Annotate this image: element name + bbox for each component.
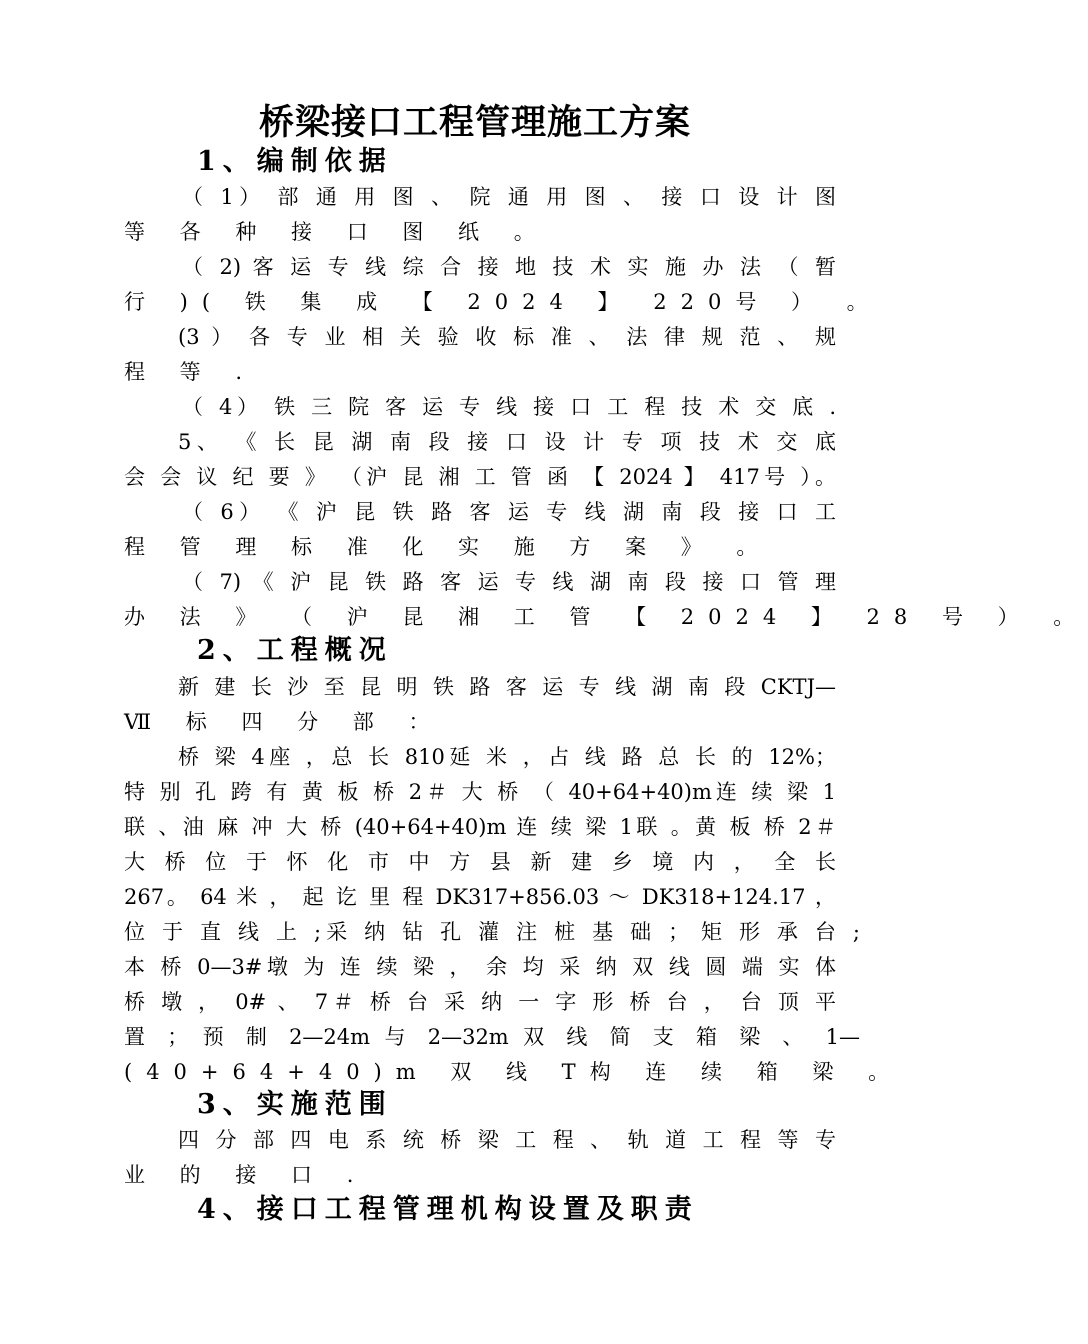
section-heading-overview: 2、工程概况 (197, 635, 393, 666)
paragraph-line: 新 建 长 沙 至 昆 明 铁 路 客 运 专 线 湖 南 段 CKTJ— (178, 675, 836, 699)
paragraph-line: (3 ） 各 专 业 相 关 验 收 标 准 、 法 律 规 范 、 规 (178, 325, 836, 349)
paragraph-line: （ 2) 客 运 专 线 综 合 接 地 技 术 实 施 办 法 （ 暂 (182, 255, 836, 279)
section-heading-basis: 1、编制依据 (197, 146, 393, 177)
paragraph-line: 业 的 接 口 . (124, 1163, 368, 1187)
paragraph-line: (40+64+40)m 双 线 T构 连 续 箱 梁 。 (124, 1060, 904, 1084)
paragraph-line: 程 管 理 标 准 化 实 施 方 案 》 。 (124, 535, 772, 559)
paragraph-line: 特 别 孔 跨 有 黄 板 桥 2＃ 大 桥 （ 40+64+40)m连 续 梁 1 (124, 780, 836, 804)
paragraph-line: 程 等 . (124, 360, 257, 384)
paragraph-line: （ 6） 《 沪 昆 铁 路 客 运 专 线 湖 南 段 接 口 工 (182, 500, 836, 524)
section-heading-scope: 3、实施范围 (197, 1089, 393, 1120)
paragraph-line: 本 桥 0—3#墩 为 连 续 梁 ， 余 均 采 纳 双 线 圆 端 实 体 (124, 955, 836, 979)
paragraph-line: 置 ； 预 制 2—24m 与 2—32m 双 线 简 支 箱 梁 、 1— (124, 1025, 860, 1049)
paragraph-line: 会 会 议 纪 要 》 （沪 昆 湘 工 管 函 【 2024 】 417号 ）。 (124, 465, 836, 489)
paragraph-line: 四 分 部 四 电 系 统 桥 梁 工 程 、 轨 道 工 程 等 专 (178, 1128, 836, 1152)
paragraph-line: 联 、油 麻 冲 大 桥 (40+64+40)m 连 续 梁 1联 。黄 板 桥 2＃ (124, 815, 836, 839)
paragraph-line: 桥 墩 ， 0# 、 7＃ 桥 台 采 纳 一 字 形 桥 台 ， 台 顶 平 (124, 990, 836, 1014)
section-heading-organization: 4、接口工程管理机构设置及职责 (197, 1194, 699, 1225)
paragraph-line: 5、 《 长 昆 湖 南 段 接 口 设 计 专 项 技 术 交 底 (178, 430, 836, 454)
paragraph-line: 等 各 种 接 口 图 纸 。 (124, 220, 549, 244)
paragraph-line: Ⅶ 标 四 分 部 ： (124, 710, 444, 734)
paragraph-line: （ 4） 铁 三 院 客 运 专 线 接 口 工 程 技 术 交 底 . (182, 395, 836, 419)
paragraph-line: （ 1） 部 通 用 图 、 院 通 用 图 、 接 口 设 计 图 (182, 185, 836, 209)
paragraph-line: （ 7) 《 沪 昆 铁 路 客 运 专 线 湖 南 段 接 口 管 理 (182, 570, 836, 594)
document-title: 桥梁接口工程管理施工方案 (258, 102, 691, 143)
paragraph-line: 位 于 直 线 上 ;采 纳 钻 孔 灌 注 桩 基 础 ； 矩 形 承 台 ; (124, 920, 860, 944)
paragraph-line: 办 法 》 （ 沪 昆 湘 工 管 【 2024 】 28 号 ） 。 (124, 605, 1088, 629)
paragraph-line: 桥 梁 4座 ，总 长 810延 米 ，占 线 路 总 长 的 12%； (178, 745, 836, 769)
paragraph-line: 大 桥 位 于 怀 化 市 中 方 县 新 建 乡 境 内 ， 全 长 (124, 850, 836, 874)
paragraph-line: 行 )( 铁 集 成 【 2024 】 220号 ） 。 (124, 290, 882, 314)
paragraph-line: 267。 64 米 ， 起 讫 里 程 DK317+856.03 ～ DK318+124.17 ， (124, 885, 836, 909)
